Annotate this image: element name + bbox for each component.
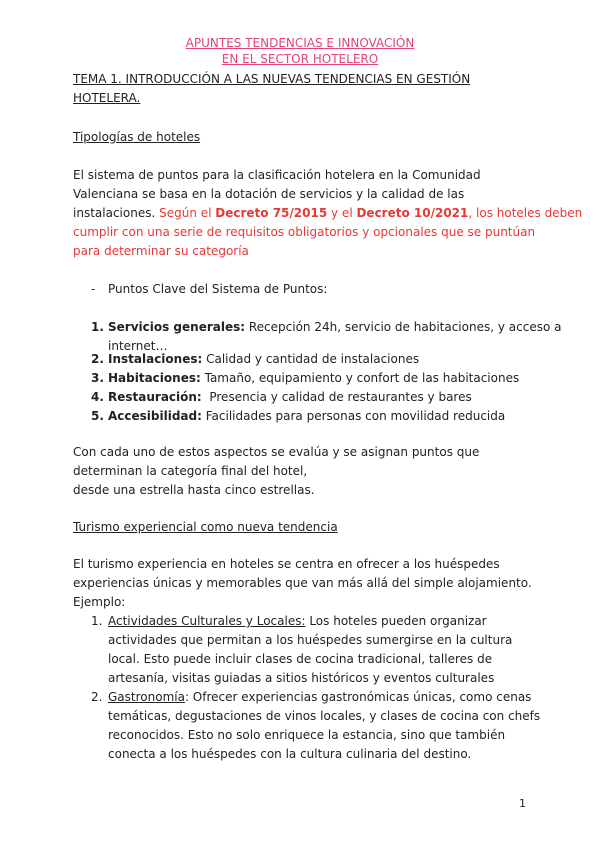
paragraph-line: Valenciana se basa en la dotación de servicios y la calidad de las <box>73 187 465 201</box>
list-number: 5. <box>91 409 104 423</box>
paragraph-text: instalaciones. <box>73 206 160 220</box>
paragraph-line: El turismo experiencia en hoteles se centra en ofrecer a los huéspedes <box>73 557 500 571</box>
list-item-continuation: reconocidos. Esto no solo enriquece la estancia, sino que también <box>108 728 506 742</box>
list-item-text: Presencia y calidad de restaurantes y bares <box>201 390 472 404</box>
list-item-servicios <box>108 318 561 337</box>
dash-bullet: - <box>91 282 96 296</box>
list-item-label: Accesibilidad: <box>108 409 202 423</box>
paragraph-line-mixed <box>73 204 582 223</box>
list-item-text: Recepción 24h, servicio de habitaciones, y acceso a <box>245 320 562 334</box>
paragraph-line: desde una estrella hasta cinco estrellas. <box>73 483 315 497</box>
list-item-continuation: temáticas, degustaciones de vinos locales, y clases de cocina con chefs <box>108 709 541 723</box>
list-item-instalaciones <box>108 350 419 369</box>
highlight-text: Según el <box>159 206 216 220</box>
list-item-restauracion <box>108 388 472 407</box>
highlight-line: para determinar su categoría <box>73 244 249 258</box>
section-heading-turismo: Turismo experiencial como nueva tendencia <box>73 520 338 534</box>
paragraph-line: determinan la categoría final del hotel, <box>73 464 308 478</box>
tema-heading-line1: TEMA 1. INTRODUCCIÓN A LAS NUEVAS TENDENCIAS EN GESTIÓN <box>73 72 471 86</box>
list-item-label: Actividades Culturales y Locales: <box>108 614 306 628</box>
list-number: 1. <box>91 614 103 628</box>
list-item-text: : Ofrecer experiencias gastronómicas únicas, como cenas <box>184 690 532 704</box>
paragraph-line: Con cada uno de estos aspectos se evalúa y se asignan puntos que <box>73 445 480 459</box>
list-item-gastronomia <box>108 688 531 707</box>
list-item-continuation: internet… <box>108 339 168 353</box>
list-item-label: Restauración: <box>108 390 202 404</box>
document-title-line2: EN EL SECTOR HOTELERO <box>221 52 379 66</box>
list-item-continuation: artesanía, visitas guiadas a sitios históricos y eventos culturales <box>108 671 495 685</box>
paragraph-line: experiencias únicas y memorables que van más allá del simple alojamiento. <box>73 576 532 590</box>
list-number: 3. <box>91 371 104 385</box>
list-item-label: Instalaciones: <box>108 352 203 366</box>
list-item-text: Tamaño, equipamiento y confort de las habitaciones <box>200 371 520 385</box>
list-item-text: Los hoteles pueden organizar <box>305 614 487 628</box>
list-number: 2. <box>91 690 103 704</box>
list-number: 4. <box>91 390 104 404</box>
list-item-habitaciones <box>108 369 519 388</box>
list-number: 1. <box>91 320 104 334</box>
list-item-continuation: conecta a los huéspedes con la cultura culinaria del destino. <box>108 747 472 761</box>
document-title-line1: APUNTES TENDENCIAS E INNOVACIÓN <box>185 36 415 50</box>
paragraph-line: Ejemplo: <box>73 595 126 609</box>
list-item-text: Calidad y cantidad de instalaciones <box>202 352 420 366</box>
decree-reference: Decreto 75/2015 <box>215 206 328 220</box>
list-item-actividades <box>108 612 487 631</box>
page-number: 1 <box>519 797 526 810</box>
list-item-label: Servicios generales: <box>108 320 246 334</box>
list-item-continuation: local. Esto puede incluir clases de cocina tradicional, talleres de <box>108 652 493 666</box>
list-item-continuation: actividades que permitan a los huéspedes sumergirse en la cultura <box>108 633 513 647</box>
list-number: 2. <box>91 352 104 366</box>
list-item-accesibilidad <box>108 407 505 426</box>
highlight-line: cumplir con una serie de requisitos obligatorios y opcionales que se puntúan <box>73 225 536 239</box>
highlight-text: y el <box>327 206 357 220</box>
puntos-clave-label: Puntos Clave del Sistema de Puntos: <box>108 282 328 296</box>
list-item-label: Gastronomía <box>108 690 185 704</box>
highlight-text: , los hoteles deben <box>468 206 583 220</box>
tema-heading-line2: HOTELERA. <box>73 91 141 105</box>
list-item-text: Facilidades para personas con movilidad reducida <box>201 409 506 423</box>
list-item-label: Habitaciones: <box>108 371 201 385</box>
decree-reference: Decreto 10/2021 <box>356 206 469 220</box>
section-heading-tipologias: Tipologías de hoteles <box>73 130 201 144</box>
paragraph-line: El sistema de puntos para la clasificación hotelera en la Comunidad <box>73 168 481 182</box>
